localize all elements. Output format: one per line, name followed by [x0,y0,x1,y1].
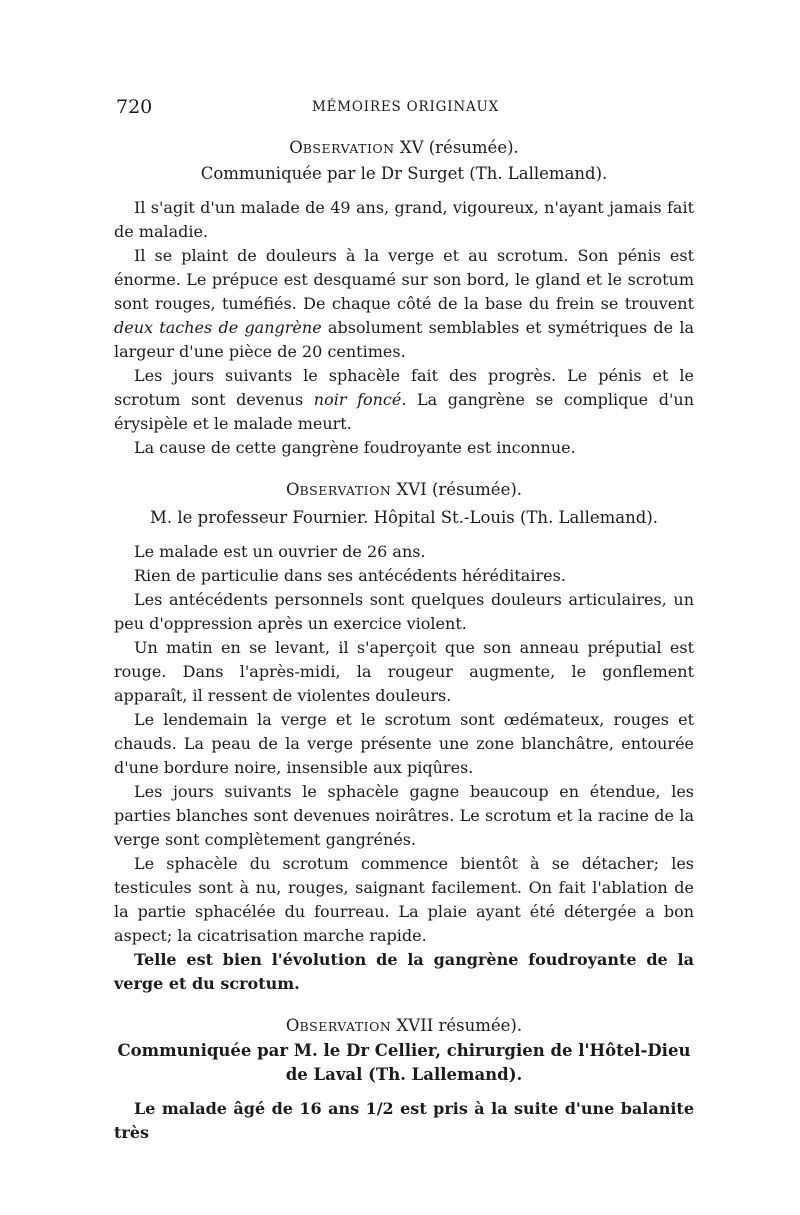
observation-subtitle: M. le professeur Fournier. Hôpital St.-Louis (Th. Lallemand). [149,508,659,527]
paragraph: Il s'agit d'un malade de 49 ans, grand, vigoureux, n'ayant jamais fait de maladie. [114,198,694,241]
title-rest: XVII résumée). [391,1016,523,1035]
text-run: Il se plaint de douleurs à la verge et au scrotum. Son pénis est énorme. Le prépuce est desquamé sur son bord, le gland et le scrotum sont rouges, tuméfiés. De chaque côté de la base du frein se trouvent [114,246,694,313]
observation-subtitle: de Laval (Th. Lallemand). [285,1065,523,1084]
text-run: absolument semblables et symétriques de la largeur d'une pièce de 20 centimes. [114,318,694,361]
observation-xvi [114,478,694,996]
title-smallcaps: BSERVATION [302,141,395,156]
paragraph: Rien de particulie dans ses antécédents héréditaires. [134,566,566,585]
observation-subtitle: Communiquée par M. le Dr Cellier, chirurgien de l'Hôtel-Dieu [117,1041,691,1060]
observation-title [114,478,694,503]
title-initial: O [285,480,300,499]
emphasis-text: noir foncé [313,390,402,409]
paragraph: La cause de cette gangrène foudroyante est inconnue. [134,438,576,457]
paragraph: Un matin en se levant, il s'aperçoit que son anneau préputial est rouge. Dans l'après-midi, la rougeur augmente, le gonflement apparaît, il ressent de violentes douleurs. [114,638,694,705]
page-number: 720 [116,96,153,118]
title-smallcaps: BSERVATION [299,1019,392,1034]
observation-subtitle: Communiquée par le Dr Surget (Th. Lallemand). [200,164,608,183]
title-rest: XV (résumée). [394,138,519,157]
paragraph: Le lendemain la verge et le scrotum sont œdémateux, rouges et chauds. La peau de la verge présente une zone blanchâtre, entourée d'une bordure noire, insensible aux piqûres. [114,710,694,777]
title-smallcaps: BSERVATION [299,483,392,498]
observation-xv [114,136,694,460]
emphasis-text: deux taches de gangrène [114,318,322,337]
paragraph: Le sphacèle du scrotum commence bientôt à se détacher; les testicules sont à nu, rouges, saignant facilement. On fait l'ablation de la partie sphacélée du fourreau. La plaie ayant été détergée a bon aspect; la cicatrisation marche rapide. [114,854,694,945]
observation-xvii [114,1014,694,1145]
running-title: MÉMOIRES ORIGINAUX [312,99,500,115]
title-initial: O [289,138,303,157]
page-header [114,96,694,124]
paragraph: Telle est bien l'évolution de la gangrène foudroyante de la verge et du scrotum. [114,950,694,993]
paragraph: Les antécédents personnels sont quelques douleurs articulaires, un peu d'oppression après un exercice violent. [114,590,694,633]
paragraph [114,244,694,364]
paragraph: Les jours suivants le sphacèle gagne beaucoup en étendue, les parties blanches sont devenues noirâtres. Le scrotum et la racine de la verge sont complètement gangrénés. [114,782,694,849]
paragraph: Le malade âgé de 16 ans 1/2 est pris à la suite d'une balanite très [114,1099,694,1142]
text-run: . La gangrène se complique d'un érysipèle et le malade meurt. [114,390,694,433]
paragraph [114,364,694,436]
title-rest: XVI (résumée). [391,480,523,499]
observation-title [114,136,694,161]
page [114,96,694,1145]
paragraph: Le malade est un ouvrier de 26 ans. [134,542,426,561]
title-initial: O [285,1016,300,1035]
observation-title [114,1014,694,1039]
text-run: Les jours suivants le sphacèle fait des progrès. Le pénis et le scrotum sont devenus [114,366,694,409]
